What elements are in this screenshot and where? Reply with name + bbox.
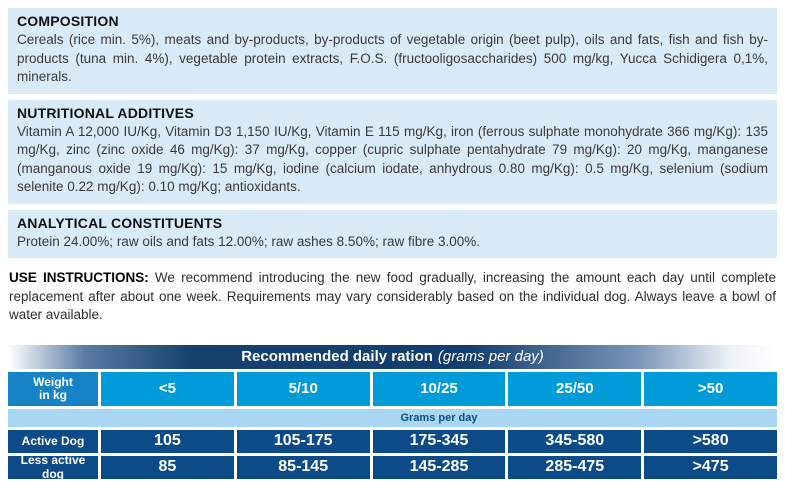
ration-table-title-bar xyxy=(8,345,777,369)
column-header-lt5: <5 xyxy=(101,372,234,406)
weight-header-row xyxy=(8,372,777,406)
use-instructions-label: USE INSTRUCTIONS: xyxy=(9,270,149,285)
table-row-less-active-dog xyxy=(8,453,777,481)
analytical-constituents-title: ANALYTICAL CONSTITUENTS xyxy=(17,214,223,231)
less-active-dog-value-5-10: 85-145 xyxy=(237,456,370,479)
active-dog-value-25-50: 345-580 xyxy=(508,430,641,453)
grams-per-day-subheader xyxy=(8,409,777,427)
nutritional-additives-body: Vitamin A 12,000 IU/Kg, Vitamin D3 1,150 IU/Kg, Vitamin E 115 mg/Kg, iron (ferrous sulphate monohydrate 366 mg/Kg): 135 mg/Kg, zinc (zinc oxide 46 mg/Kg): 37 mg/Kg, copper (cupric sulphate pentahydrate 79 mg/Kg): 20 mg/Kg, manganese (manganous oxide 19 mg/Kg): 15 mg/Kg, iodine (calcium iodate, anhydrous 0.80 mg/Kg): 0.5 mg/Kg, selenium (sodium selenite 0.22 mg/Kg): 0.10 mg/Kg; antioxidants. xyxy=(17,123,768,194)
less-active-dog-value-lt5: 85 xyxy=(101,456,234,479)
nutritional-additives-title: NUTRITIONAL ADDITIVES xyxy=(17,104,194,121)
active-dog-value-5-10: 105-175 xyxy=(237,430,370,453)
weight-header-cell xyxy=(8,372,98,406)
composition-title: COMPOSITION xyxy=(17,13,119,29)
section-analytical-constituents xyxy=(8,210,777,259)
column-header-10-25: 10/25 xyxy=(373,372,506,406)
use-instructions xyxy=(9,269,776,325)
active-dog-value-10-25: 175-345 xyxy=(373,430,506,453)
active-dog-value-gt50: >580 xyxy=(644,430,777,453)
use-instructions-body: We recommend introducing the new food gradually, increasing the amount each day until complete replacement after about one week. Requirements may vary considerably based on the individual dog. Always leave a bowl of water available. xyxy=(9,270,776,322)
analytical-constituents-body: Protein 24.00%; raw oils and fats 12.00%; raw ashes 8.50%; raw fibre 3.00%. xyxy=(17,233,481,249)
weight-header-line2: in kg xyxy=(38,387,67,402)
column-header-gt50: >50 xyxy=(644,372,777,406)
column-header-25-50: 25/50 xyxy=(508,372,641,406)
column-header-5-10: 5/10 xyxy=(237,372,370,406)
less-active-dog-value-25-50: 285-475 xyxy=(508,456,641,479)
row-label-active-dog: Active Dog xyxy=(8,430,98,453)
active-dog-value-lt5: 105 xyxy=(101,430,234,453)
ration-table-title-suffix: (grams per day) xyxy=(437,348,544,365)
less-active-dog-value-10-25: 145-285 xyxy=(373,456,506,479)
ration-table xyxy=(8,345,777,479)
row-label-less-active-dog: Less active dog xyxy=(8,456,98,479)
less-active-dog-value-gt50: >475 xyxy=(644,456,777,479)
section-nutritional-additives xyxy=(8,100,777,204)
table-row-active-dog xyxy=(8,430,777,453)
ration-table-title: Recommended daily ration xyxy=(241,348,433,365)
weight-header-line1: Weight xyxy=(33,374,73,389)
section-composition xyxy=(8,8,777,94)
grams-per-day-label: Grams per day xyxy=(400,411,478,424)
composition-body: Cereals (rice min. 5%), meats and by-products, by-products of vegetable origin (beet pulp), oils and fats, fish and fish by-products (tuna min. 4%), vegetable protein extracts, F.O.S. (fructooligosaccharides) 500 mg/kg, Yucca Schidigera 0,1%, minerals. xyxy=(17,32,768,84)
